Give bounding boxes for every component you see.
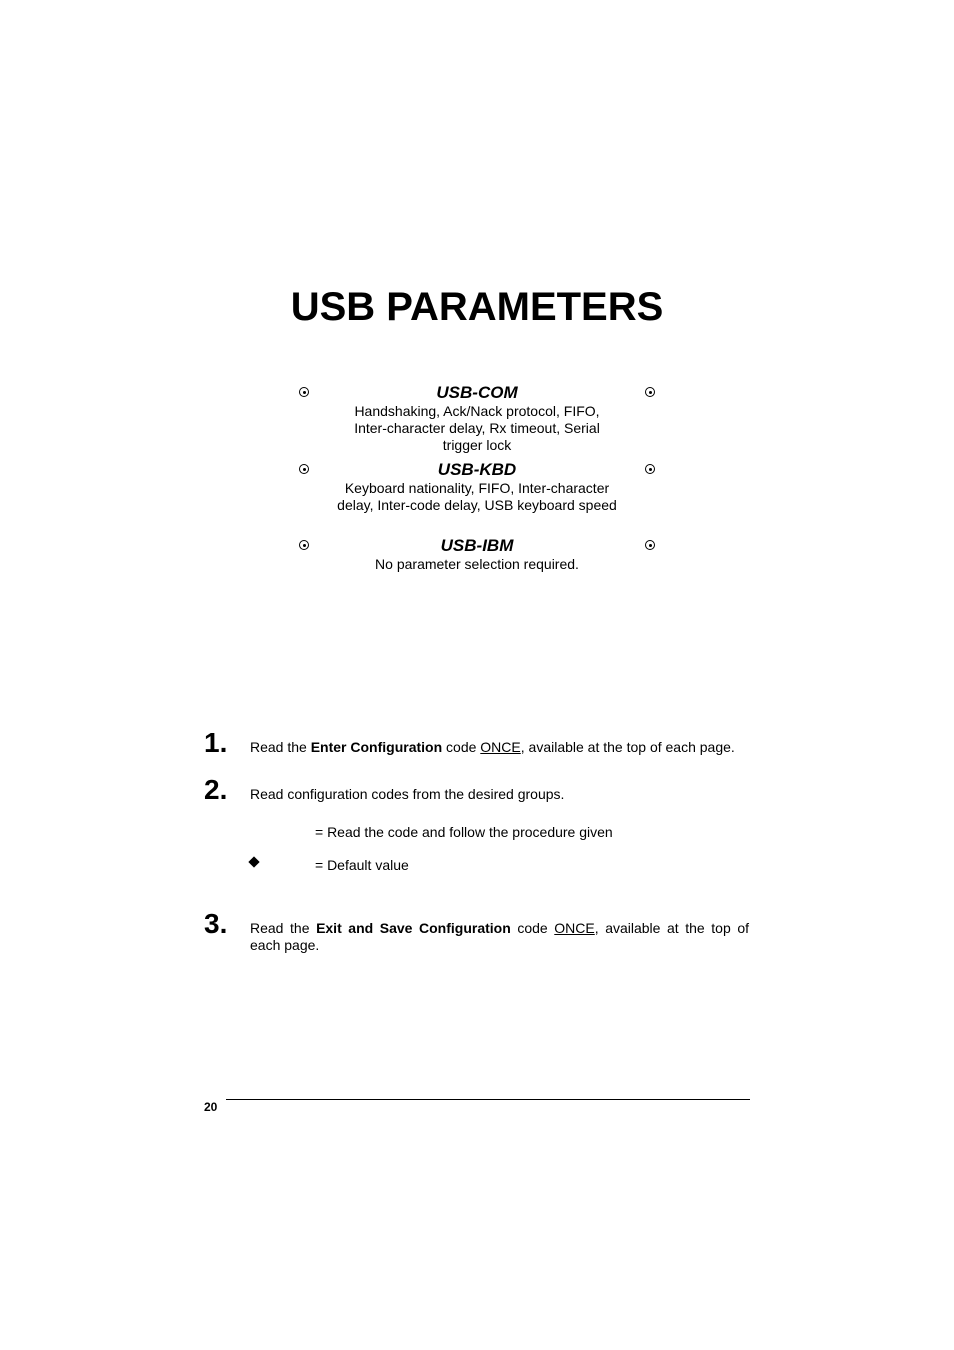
target-bullet-icon — [299, 387, 309, 397]
group-usb-com — [290, 383, 664, 454]
target-bullet-icon — [645, 464, 655, 474]
target-bullet-icon — [645, 387, 655, 397]
step-number: 3. — [204, 908, 228, 939]
step-text: Read configuration codes from the desired groups. — [250, 786, 565, 802]
step-text-bold: Enter Configuration — [310, 739, 443, 755]
legend-procedure: = Read the code and follow the procedure given — [315, 824, 613, 840]
diamond-icon — [248, 856, 259, 867]
page-number: 20 — [204, 1100, 218, 1114]
group-name: USB-IBM — [440, 536, 514, 555]
step-text-part: Read the — [250, 920, 317, 936]
step-number: 1. — [204, 727, 228, 758]
step-text-underline: ONCE — [554, 920, 595, 936]
step-text-part: , available at the top of each page. — [520, 739, 735, 755]
step-text-part: Read the — [250, 739, 311, 755]
group-description: Handshaking, Ack/Nack protocol, FIFO, Inter-character delay, Rx timeout, Serial trigger lock — [354, 403, 600, 453]
group-description: No parameter selection required. — [375, 556, 579, 572]
step-text — [250, 920, 749, 954]
footer-divider — [226, 1099, 750, 1100]
target-bullet-icon — [299, 464, 309, 474]
step-text — [250, 739, 749, 756]
group-description: Keyboard nationality, FIFO, Inter-character delay, Inter-code delay, USB keyboard speed — [337, 480, 617, 513]
step-text-part: , available at the top of each page. — [250, 920, 749, 953]
group-name: USB-COM — [436, 383, 518, 402]
group-usb-ibm — [290, 536, 664, 573]
step-text-part: code — [442, 739, 481, 755]
page-title: USB PARAMETERS — [290, 285, 664, 329]
step-number: 2. — [204, 774, 228, 805]
step-text-part: code — [510, 920, 555, 936]
step-text-bold: Exit and Save Configuration — [316, 920, 511, 936]
legend-default: = Default value — [315, 857, 409, 873]
group-name: USB-KBD — [437, 460, 517, 479]
target-bullet-icon — [645, 540, 655, 550]
step-text-underline: ONCE — [480, 739, 521, 755]
target-bullet-icon — [299, 540, 309, 550]
group-usb-kbd — [290, 460, 664, 514]
